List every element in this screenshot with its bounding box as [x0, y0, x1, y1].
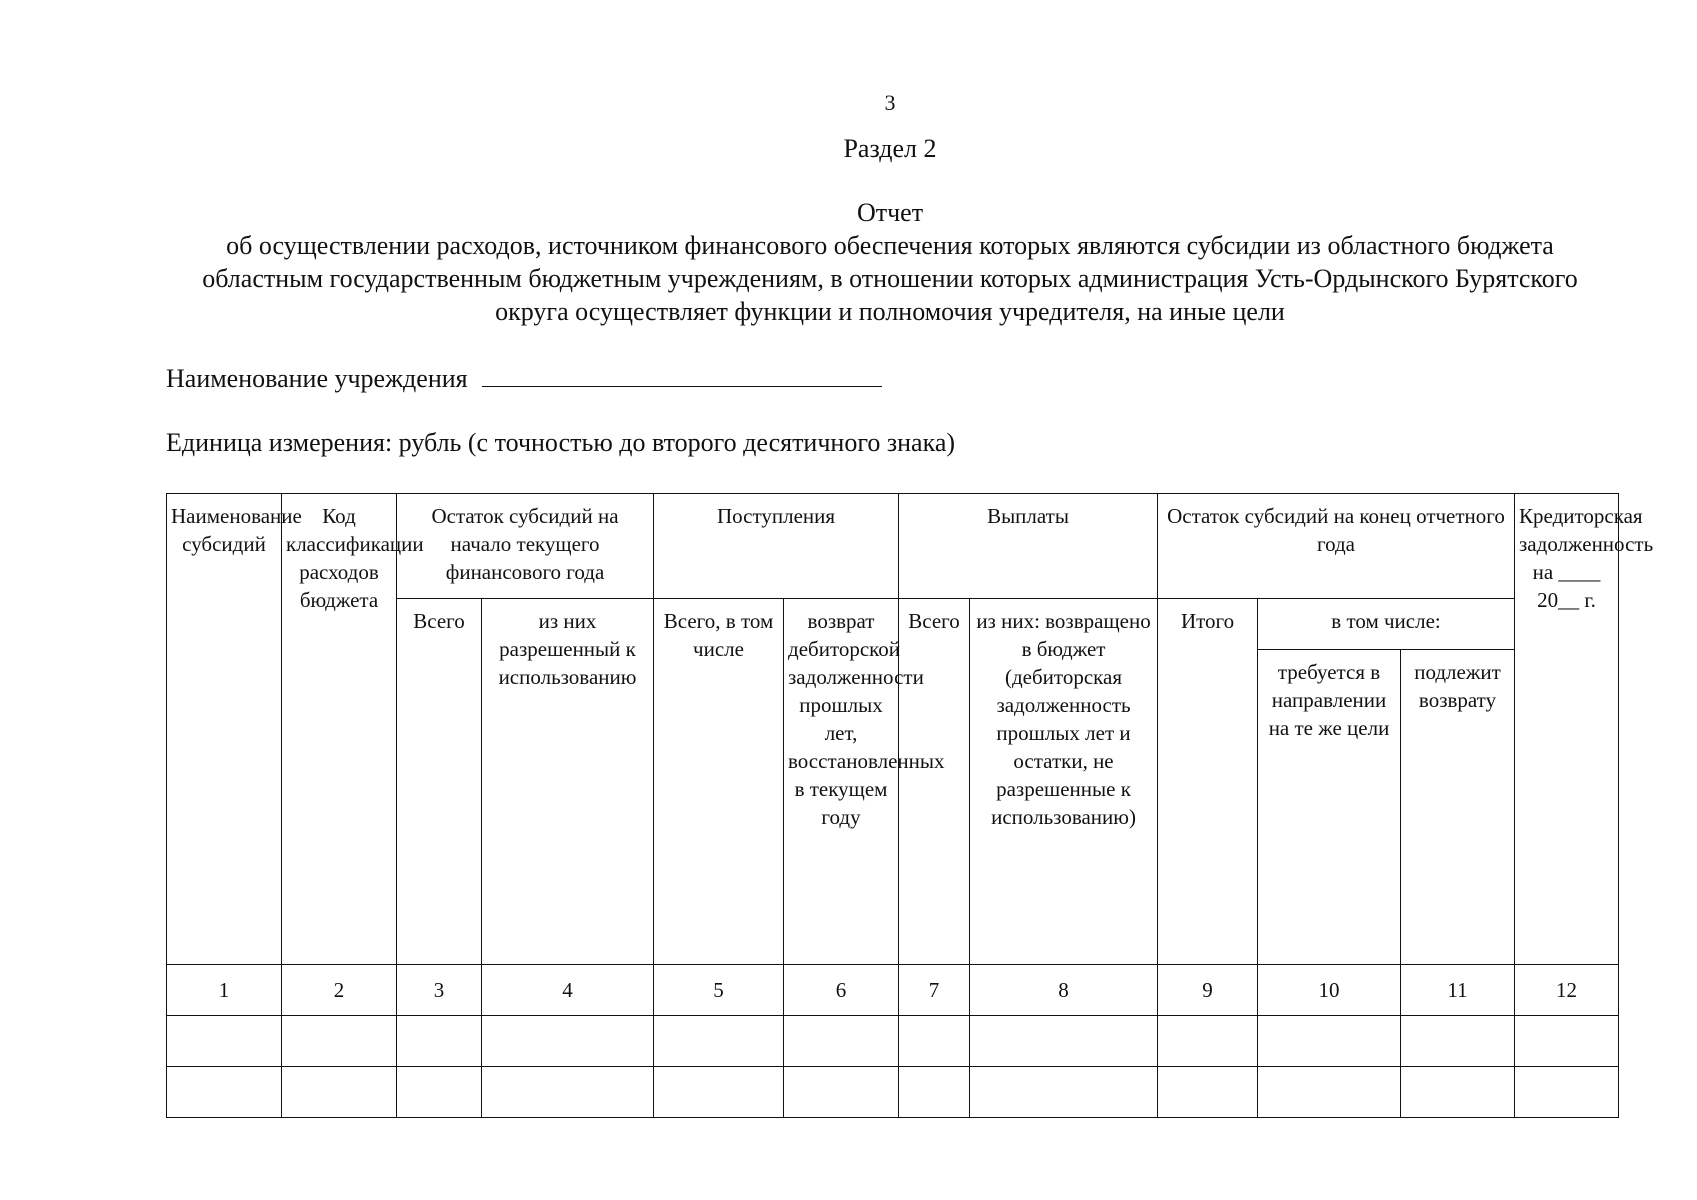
header-receipts-total: Всего, в том числе [654, 599, 784, 965]
table-cell[interactable] [1258, 1016, 1401, 1067]
table-cell[interactable] [482, 1016, 654, 1067]
report-title: Отчет [856, 198, 924, 227]
column-number: 2 [282, 965, 397, 1016]
table-cell[interactable] [970, 1067, 1158, 1118]
table-cell[interactable] [282, 1016, 397, 1067]
table-cell[interactable] [1401, 1016, 1515, 1067]
table-cell[interactable] [1258, 1067, 1401, 1118]
table-cell[interactable] [970, 1016, 1158, 1067]
header-payments-total: Всего [899, 599, 970, 965]
header-closing-needed: требуется в направлении на те же цели [1258, 650, 1401, 965]
table-cell[interactable] [482, 1067, 654, 1118]
table-cell[interactable] [167, 1067, 282, 1118]
table-cell[interactable] [1401, 1067, 1515, 1118]
report-subtitle: об осуществлении расходов, источником финансового обеспечения которых являются субсидии из областного бюджета областным государственным бюджетным учреждениям, в отношении которых администрация Усть-Ордынского Бурятского округа осуществляет функции и полномочия учредителя, на иные цели [202, 231, 1578, 326]
page-number: 3 [884, 90, 896, 115]
column-number: 12 [1515, 965, 1619, 1016]
column-number-row [167, 965, 1619, 1016]
institution-blank-line [482, 362, 882, 387]
header-name: Наименование субсидий [167, 494, 282, 965]
institution-field [166, 362, 882, 394]
column-number: 1 [167, 965, 282, 1016]
column-number: 4 [482, 965, 654, 1016]
header-closing-including: в том числе: [1258, 599, 1515, 650]
header-closing-refund: подлежит возврату [1401, 650, 1515, 965]
column-number: 6 [784, 965, 899, 1016]
report-table [166, 493, 1654, 1118]
column-number: 8 [970, 965, 1158, 1016]
table-cell[interactable] [899, 1016, 970, 1067]
table-row [167, 1067, 1619, 1118]
header-payments-returned: из них: возвращено в бюджет (дебиторская задолженность прошлых лет и остатки, не разрешенные к использованию) [970, 599, 1158, 965]
units-line: Единица измерения: рубль (с точностью до второго десятичного знака) [166, 428, 956, 457]
column-number: 5 [654, 965, 784, 1016]
header-closing-balance: Остаток субсидий на конец отчетного года [1158, 494, 1515, 599]
table-cell[interactable] [784, 1016, 899, 1067]
table-cell[interactable] [397, 1067, 482, 1118]
header-receipts-return: возврат дебиторской задолженности прошлых лет, восстановленных в текущем году [784, 599, 899, 965]
header-closing-total: Итого [1158, 599, 1258, 965]
table-cell[interactable] [397, 1016, 482, 1067]
table-cell[interactable] [654, 1067, 784, 1118]
header-opening-balance: Остаток субсидий на начало текущего финансового года [397, 494, 654, 599]
header-creditor-debt: Кредиторская задолженность на ____ 20__ г. [1515, 494, 1619, 965]
table-cell[interactable] [1515, 1067, 1619, 1118]
table-cell[interactable] [784, 1067, 899, 1118]
table-cell[interactable] [1515, 1016, 1619, 1067]
table-cell[interactable] [654, 1016, 784, 1067]
section-title: Раздел 2 [843, 134, 937, 163]
column-number: 11 [1401, 965, 1515, 1016]
institution-label: Наименование учреждения [166, 364, 468, 393]
header-code: Код классификации расходов бюджета [282, 494, 397, 965]
table-cell[interactable] [899, 1067, 970, 1118]
header-opening-allowed: из них разрешенный к использованию [482, 599, 654, 965]
header-payments: Выплаты [899, 494, 1158, 599]
column-number: 7 [899, 965, 970, 1016]
column-number: 3 [397, 965, 482, 1016]
header-receipts: Поступления [654, 494, 899, 599]
column-number: 9 [1158, 965, 1258, 1016]
table-cell[interactable] [167, 1016, 282, 1067]
table-row [167, 1016, 1619, 1067]
table-cell[interactable] [1158, 1067, 1258, 1118]
table-cell[interactable] [282, 1067, 397, 1118]
column-number: 10 [1258, 965, 1401, 1016]
header-opening-total: Всего [397, 599, 482, 965]
table-cell[interactable] [1158, 1016, 1258, 1067]
